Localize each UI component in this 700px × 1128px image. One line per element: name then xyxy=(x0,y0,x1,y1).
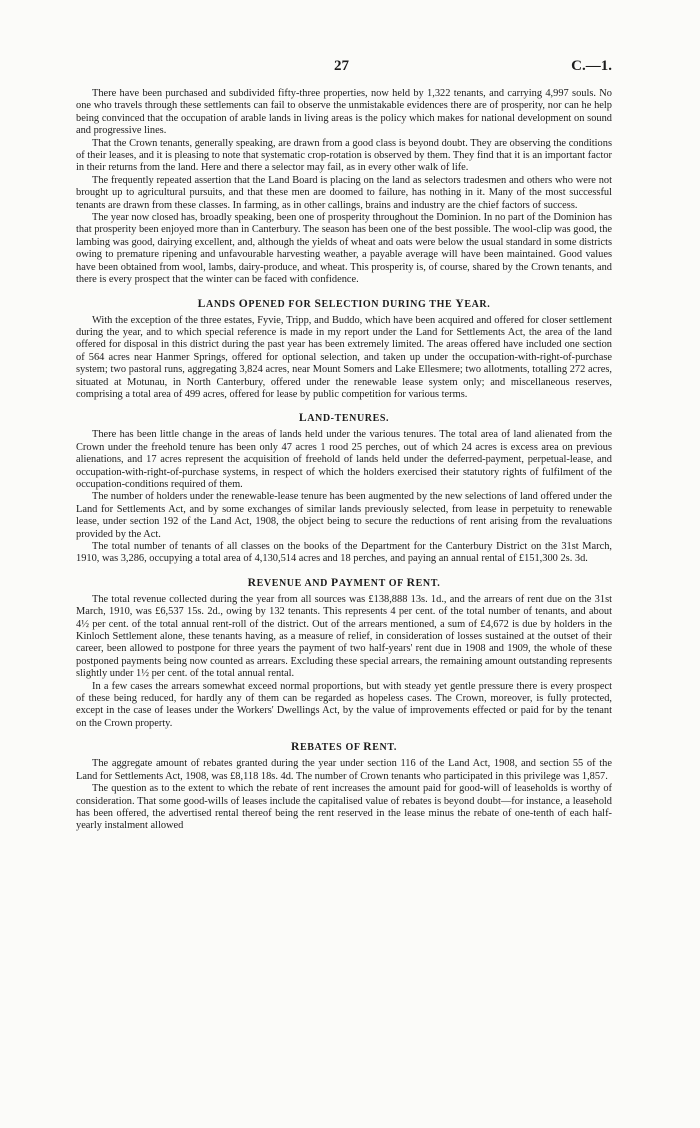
section-land-tenures xyxy=(76,411,612,565)
paragraph: The question as to the extent to which the rebate of rent increases the amount paid for good-will of leaseholds is worthy of consideration. That some good-wills of leases include the capitalised value of rebates is beyond doubt—for instance, a leasehold has been offered, the advertised rental thereof being the rent reserved in the lease minus the rebate of one-tenth of each half-yearly instalment allowed xyxy=(76,783,612,832)
paragraph: The number of holders under the renewable-lease tenure has been augmented by the new selections of land offered under the Land for Settlements Act, and by some exchanges of similar lands previously selected, from lease in perpetuity to renewable lease, under section 192 of the Land Act, 1908, the object being to secure the reductions of rent arising from the revaluations provided by the Act. xyxy=(76,491,612,540)
section-heading: REVENUE AND PAYMENT OF RENT. xyxy=(247,575,441,589)
paragraph: The aggregate amount of rebates granted during the year under section 116 of the Land Act, 1908, and section 55 of the Land for Settlements Act, 1908, was £8,118 18s. 4d. The number of Crown tenants who participated in this privilege was 1,857. xyxy=(76,758,612,782)
paragraph: The total number of tenants of all classes on the books of the Department for the Canterbury District on the 31st March, 1910, was 3,286, occupying a total area of 4,130,514 acres and 18 perches, and paying an annual rental of £151,300 2s. 3d. xyxy=(76,541,612,565)
section-intro xyxy=(76,88,612,287)
paragraph: That the Crown tenants, generally speaking, are drawn from a good class is beyond doubt. They are observing the conditions of their leases, and it is pleasing to note that systematic crop-rotation is observed by them. They find that it is an important factor in their returns from the land. Here and there a selector may fail, as in every other walk of life. xyxy=(76,137,612,174)
section-heading: REBATES OF RENT. xyxy=(291,740,397,754)
section-rebates xyxy=(76,740,612,832)
paragraph: There have been purchased and subdivided fifty-three properties, now held by 1,322 tenants, and carrying 4,997 souls. No one who travels through these settlements can fail to observe the unmistakable evidences there are of prosperity, nor can he help being convinced that the occupation of arable lands in living areas is the policy which makes for national development on sound and progressive lines. xyxy=(76,88,612,137)
paragraph: The total revenue collected during the year from all sources was £138,888 13s. 1d., and the arrears of rent due on the 31st March, 1910, was £6,537 15s. 2d., owing by 132 tenants. This represents 4 per cent. of the total number of tenants, and about 4½ per cent. of the total annual rent-roll of the district. Out of the arrears mentioned, a sum of £4,672 is due by holders in the Kinloch Settlement alone, these tenants having, as a measure of relief, in consideration of losses sustained at the outset of their career, been allowed to postpone for three years the payment of two half-years' rent due in 1908 and 1909, the whole of these postponed payments being now counted as arrears. Excluding these special arrears, the remaining amount outstanding represents slightly under 1½ per cent. of the total annual rental. xyxy=(76,593,612,680)
report-reference: C.—1. xyxy=(571,58,612,74)
section-lands-opened xyxy=(76,297,612,402)
page-number: 27 xyxy=(334,58,349,74)
paragraph: There has been little change in the areas of lands held under the various tenures. The total area of land alienated from the Crown under the freehold tenure has been only 47 acres 1 rood 25 perches, out of which 24 acres is excess area on previous alienations, and 17 acres represent the acquisition of freehold of lands held under the deferred-payment, perpetual-lease, and occupation-with-right-of-purchase systems, in respect of which the holders exercised their statutory rights of fulfilment of the occupation-conditions required of them. xyxy=(76,429,612,490)
paragraph: The frequently repeated assertion that the Land Board is placing on the land as selectors tradesmen and others who were not brought up to agricultural pursuits, and that these men are doomed to failure, has nothing in it. Many of the most successful tenants are drawn from these classes. In farming, as in other callings, brains and industry are the chief factors of success. xyxy=(76,174,612,211)
paragraph: In a few cases the arrears somewhat exceed normal proportions, but with steady yet gentle pressure there is every prospect of these being reduced, for hardly any of them can be regarded as hopeless cases. The Crown, moreover, is fully protected, except in the case of leases under the Workers' Dwellings Act, by the value of improvements effected or paid for by the tenant on the Crown property. xyxy=(76,680,612,729)
section-revenue xyxy=(76,576,612,730)
document-page xyxy=(76,58,612,833)
section-heading: LAND-TENURES. xyxy=(298,411,390,425)
paragraph: The year now closed has, broadly speaking, been one of prosperity throughout the Dominion. In no part of the Dominion has that prosperity been enjoyed more than in Canterbury. The season has been one of the best possible. The wool-clip was good, the lambing was good, dairying excellent, and, although the yields of wheat and oats were below the usual standard in some districts owing to premature ripening and unfavourable harvesting weather, a payable average will have been maintained. Good values have been obtained from wool, lambs, dairy-produce, and wheat. This prosperity is, of course, shared by the Crown tenants, and there is every prospect that the winter can be faced with confidence. xyxy=(76,212,612,286)
page-header xyxy=(76,58,612,88)
section-heading: LANDS OPENED FOR SELECTION DURING THE YEAR. xyxy=(197,296,491,310)
paragraph: With the exception of the three estates, Fyvie, Tripp, and Buddo, which have been acquired and offered for closer settlement during the year, and to which special reference is made in my report under the Land for Settlements Act, the area of the land offered for disposal in this district during the past year has been extremely limited. The areas offered have included one section of 564 acres near Hanmer Springs, offered for optional selection, and taken up under the occupation-with-right-of-purchase system; two pastoral runs, aggregating 3,824 acres, near Mount Somers and Lake Ellesmere; two allotments, totalling 272 acres, situated at Motunau, in North Canterbury, offered under the renewable lease system only; and miscellaneous reserves, comprising a total area of 499 acres, offered for lease by public competition for various terms. xyxy=(76,314,612,400)
